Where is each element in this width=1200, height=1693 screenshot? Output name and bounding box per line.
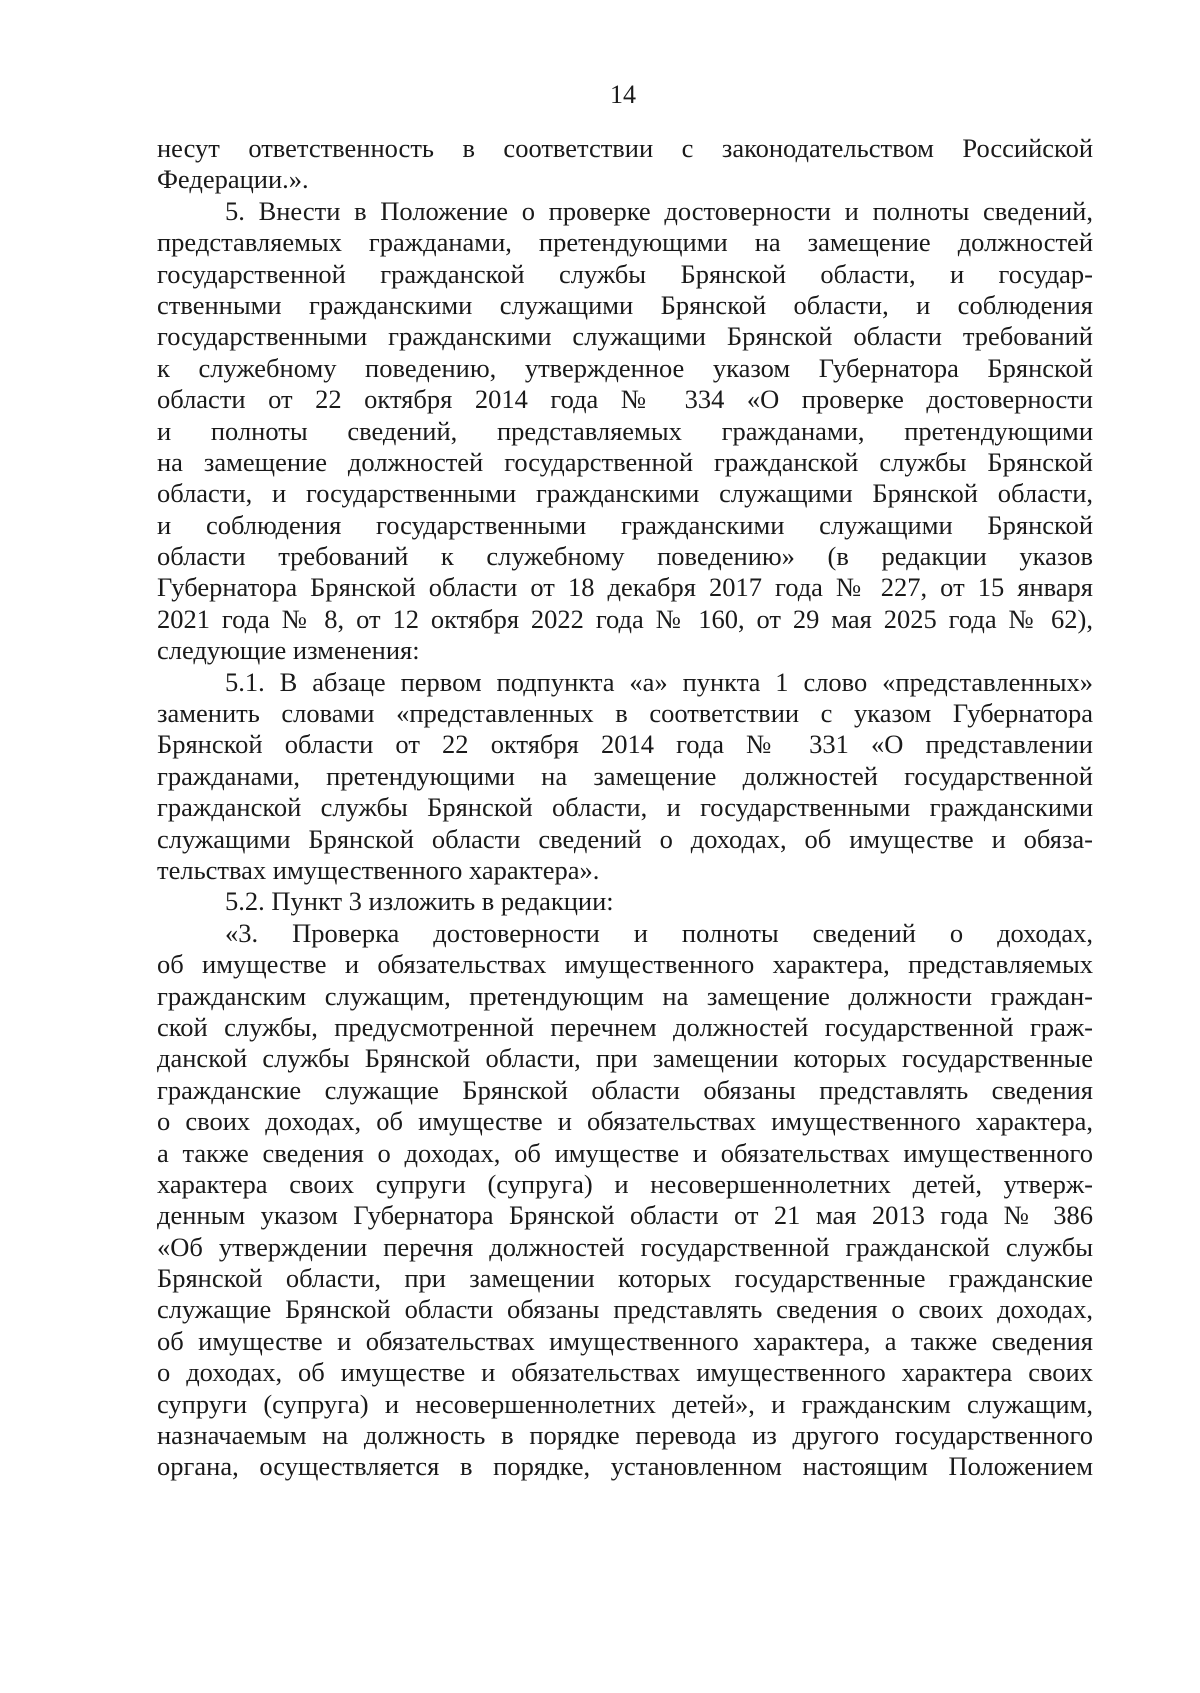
text-line: и соблюдения государственными гражданскими служащими Брянской [157,509,1093,540]
text-line: несут ответственность в соответствии с законодательством Российской [157,133,1093,163]
text-line: гражданские служащие Брянской области обязаны представлять сведения [157,1074,1093,1105]
text-line: служащие Брянской области обязаны представлять сведения о своих доходах, [157,1294,1093,1325]
text-line: супруги (супруга) и несовершеннолетних детей», и гражданским служащим, [157,1388,1093,1419]
text-line: об имуществе и обязательствах имущественного характера, а также сведения [157,1325,1093,1356]
text-line: о доходах, об имуществе и обязательствах имущественного характера своих [157,1357,1093,1388]
text-line: области, и государственными гражданскими служащими Брянской области, [157,478,1093,509]
text-line: служащими Брянской области сведений о доходах, об имуществе и обяза- [157,823,1093,854]
text-line: Брянской области, при замещении которых государственные гражданские [157,1263,1093,1294]
text-line: ственными гражданскими служащими Брянской области, и соблюдения [157,289,1093,320]
text-line: гражданским служащим, претендующим на замещение должности граждан- [157,980,1093,1011]
text-line: 5.1. В абзаце первом подпункта «а» пункта 1 слово «представленных» [225,666,1093,697]
text-line: Федерации.». [157,164,309,195]
text-line: на замещение должностей государственной гражданской службы Брянской [157,446,1093,477]
text-line: государственной гражданской службы Брянской области, и государ- [157,258,1093,289]
text-line: гражданами, претендующими на замещение должностей государственной [157,760,1093,791]
text-line: следующие изменения: [157,635,420,666]
text-line: 2021 года № 8, от 12 октября 2022 года № 160, от 29 мая 2025 года № 62), [157,603,1093,634]
text-line: органа, осуществляется в порядке, установленном настоящим Положением [157,1451,1093,1482]
text-line: гражданской службы Брянской области, и государственными гражданскими [157,792,1093,823]
text-line: 5.2. Пункт 3 изложить в редакции: [225,886,614,917]
text-line: данской службы Брянской области, при замещении которых государственные [157,1043,1093,1074]
text-line: государственными гражданскими служащими Брянской области требований [157,321,1093,352]
text-line: Губернатора Брянской области от 18 декабря 2017 года № 227, от 15 января [157,572,1093,603]
text-line: 5. Внести в Положение о проверке достоверности и полноты сведений, [225,195,1093,226]
text-line: «3. Проверка достоверности и полноты сведений о доходах, [225,917,1093,948]
text-line: о своих доходах, об имуществе и обязательствах имущественного характера, [157,1106,1093,1137]
text-line: а также сведения о доходах, об имуществе и обязательствах имущественного [157,1137,1093,1168]
page-number: 14 [610,80,636,109]
text-line: об имуществе и обязательствах имущественного характера, представляемых [157,949,1093,980]
text-line: области требований к служебному поведению» (в редакции указов [157,541,1093,572]
text-line: и полноты сведений, представляемых гражданами, претендующими [157,415,1093,446]
text-line: Брянской области от 22 октября 2014 года № 331 «О представлении [157,729,1093,760]
document-body [157,133,1093,1483]
text-line: денным указом Губернатора Брянской области от 21 мая 2013 года № 386 [157,1200,1093,1231]
text-line: области от 22 октября 2014 года № 334 «О проверке достоверности [157,384,1093,415]
text-line: «Об утверждении перечня должностей государственной гражданской службы [157,1231,1093,1262]
text-line: назначаемым на должность в порядке перевода из другого государственного [157,1420,1093,1451]
text-line: тельствах имущественного характера». [157,854,600,885]
text-line: характера своих супруги (супруга) и несовершеннолетних детей, утверж- [157,1168,1093,1199]
text-line: заменить словами «представленных в соответствии с указом Губернатора [157,698,1093,729]
text-line: к служебному поведению, утвержденное указом Губернатора Брянской [157,352,1093,383]
text-line: представляемых гражданами, претендующими на замещение должностей [157,227,1093,258]
text-line: ской службы, предусмотренной перечнем должностей государственной граж- [157,1011,1093,1042]
